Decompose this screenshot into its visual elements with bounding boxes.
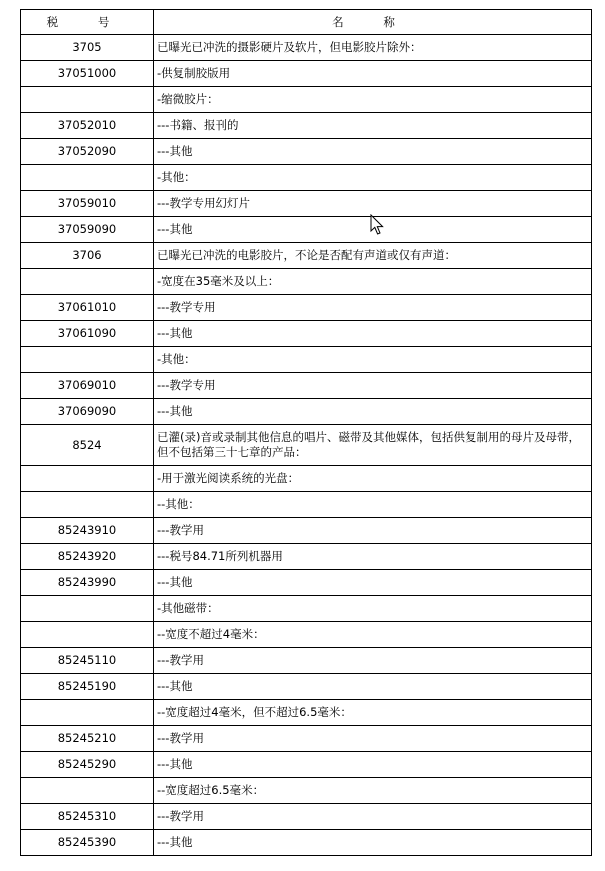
tariff-description-cell: -宽度在35毫米及以上： xyxy=(154,269,592,295)
tariff-code-cell: 37059090 xyxy=(21,217,154,243)
tariff-description-cell: ---其他 xyxy=(154,399,592,425)
tariff-description-cell: -缩微胶片： xyxy=(154,87,592,113)
table-row xyxy=(21,61,592,87)
table-row xyxy=(21,191,592,217)
tariff-description-cell: ---教学专用 xyxy=(154,373,592,399)
table-row xyxy=(21,518,592,544)
table-row xyxy=(21,466,592,492)
mouse-pointer-icon xyxy=(370,214,384,236)
tariff-code-cell xyxy=(21,269,154,295)
table-row xyxy=(21,674,592,700)
table-row xyxy=(21,425,592,466)
tariff-code-cell xyxy=(21,466,154,492)
table-row xyxy=(21,570,592,596)
tariff-code-cell: 85243990 xyxy=(21,570,154,596)
table-row xyxy=(21,347,592,373)
tariff-description-cell: 已灌(录)音或录制其他信息的唱片、磁带及其他媒体，包括供复制用的母片及母带，但不包括第三十七章的产品： xyxy=(154,425,592,466)
tariff-description-cell: ---其他 xyxy=(154,139,592,165)
tariff-description-cell: ---书籍、报刊的 xyxy=(154,113,592,139)
tariff-code-cell: 37052010 xyxy=(21,113,154,139)
tariff-code-cell: 85245190 xyxy=(21,674,154,700)
table-row xyxy=(21,35,592,61)
tariff-description-cell: ---其他 xyxy=(154,570,592,596)
table-row xyxy=(21,243,592,269)
tariff-code-cell: 8524 xyxy=(21,425,154,466)
tariff-code-cell xyxy=(21,87,154,113)
table-row xyxy=(21,830,592,856)
table-row xyxy=(21,269,592,295)
tariff-code-cell: 37069090 xyxy=(21,399,154,425)
tariff-code-cell: 85245110 xyxy=(21,648,154,674)
table-row xyxy=(21,726,592,752)
table-row xyxy=(21,399,592,425)
tariff-description-cell: ---其他 xyxy=(154,217,592,243)
tariff-code-cell: 3706 xyxy=(21,243,154,269)
table-body xyxy=(21,35,592,856)
tariff-description-cell: -其他磁带： xyxy=(154,596,592,622)
tariff-description-cell: ---税号84.71所列机器用 xyxy=(154,544,592,570)
tariff-description-cell: ---教学专用 xyxy=(154,295,592,321)
table-row xyxy=(21,700,592,726)
table-row xyxy=(21,321,592,347)
tariff-description-cell: ---其他 xyxy=(154,674,592,700)
tariff-code-cell xyxy=(21,165,154,191)
tariff-code-cell: 37052090 xyxy=(21,139,154,165)
tariff-code-cell: 85243920 xyxy=(21,544,154,570)
table-row xyxy=(21,804,592,830)
tariff-code-cell: 37069010 xyxy=(21,373,154,399)
tariff-description-cell: --宽度超过4毫米，但不超过6.5毫米： xyxy=(154,700,592,726)
tariff-description-cell: ---教学专用幻灯片 xyxy=(154,191,592,217)
table-header-row xyxy=(21,10,592,35)
table-row xyxy=(21,295,592,321)
table-row xyxy=(21,113,592,139)
tariff-description-cell: ---其他 xyxy=(154,752,592,778)
table-row xyxy=(21,596,592,622)
tariff-description-cell: -供复制胶版用 xyxy=(154,61,592,87)
tariff-description-cell: ---教学用 xyxy=(154,726,592,752)
tariff-description-cell: ---教学用 xyxy=(154,518,592,544)
header-name: 名 称 xyxy=(154,10,592,35)
tariff-code-cell xyxy=(21,596,154,622)
tariff-code-cell xyxy=(21,778,154,804)
table-row xyxy=(21,139,592,165)
table-row xyxy=(21,165,592,191)
table-row xyxy=(21,622,592,648)
tariff-code-cell: 37051000 xyxy=(21,61,154,87)
tariff-description-cell: --宽度超过6.5毫米： xyxy=(154,778,592,804)
tariff-description-cell: 已曝光已冲洗的摄影硬片及软片，但电影胶片除外： xyxy=(154,35,592,61)
tariff-code-cell: 85245210 xyxy=(21,726,154,752)
tariff-code-cell: 3705 xyxy=(21,35,154,61)
tariff-description-cell: ---教学用 xyxy=(154,648,592,674)
table-row xyxy=(21,544,592,570)
table-row xyxy=(21,778,592,804)
tariff-code-cell: 85245390 xyxy=(21,830,154,856)
tariff-description-cell: --其他： xyxy=(154,492,592,518)
tariff-code-cell: 37061090 xyxy=(21,321,154,347)
tariff-code-cell: 37061010 xyxy=(21,295,154,321)
tariff-code-cell: 85245310 xyxy=(21,804,154,830)
tariff-code-cell: 37059010 xyxy=(21,191,154,217)
tariff-description-cell: -用于激光阅读系统的光盘： xyxy=(154,466,592,492)
tariff-code-cell xyxy=(21,492,154,518)
tariff-description-cell: ---教学用 xyxy=(154,804,592,830)
tariff-description-cell: --宽度不超过4毫米： xyxy=(154,622,592,648)
tariff-description-cell: ---其他 xyxy=(154,321,592,347)
tariff-table xyxy=(20,9,592,856)
table-row xyxy=(21,87,592,113)
table-row xyxy=(21,492,592,518)
header-code: 税 号 xyxy=(21,10,154,35)
table-row xyxy=(21,217,592,243)
table-row xyxy=(21,373,592,399)
tariff-description-cell: ---其他 xyxy=(154,830,592,856)
tariff-description-cell: -其他： xyxy=(154,165,592,191)
tariff-description-cell: 已曝光已冲洗的电影胶片，不论是否配有声道或仅有声道： xyxy=(154,243,592,269)
table-row xyxy=(21,648,592,674)
tariff-code-cell xyxy=(21,347,154,373)
table-row xyxy=(21,752,592,778)
tariff-code-cell xyxy=(21,622,154,648)
tariff-code-cell: 85243910 xyxy=(21,518,154,544)
tariff-code-cell: 85245290 xyxy=(21,752,154,778)
tariff-code-cell xyxy=(21,700,154,726)
tariff-description-cell: -其他： xyxy=(154,347,592,373)
